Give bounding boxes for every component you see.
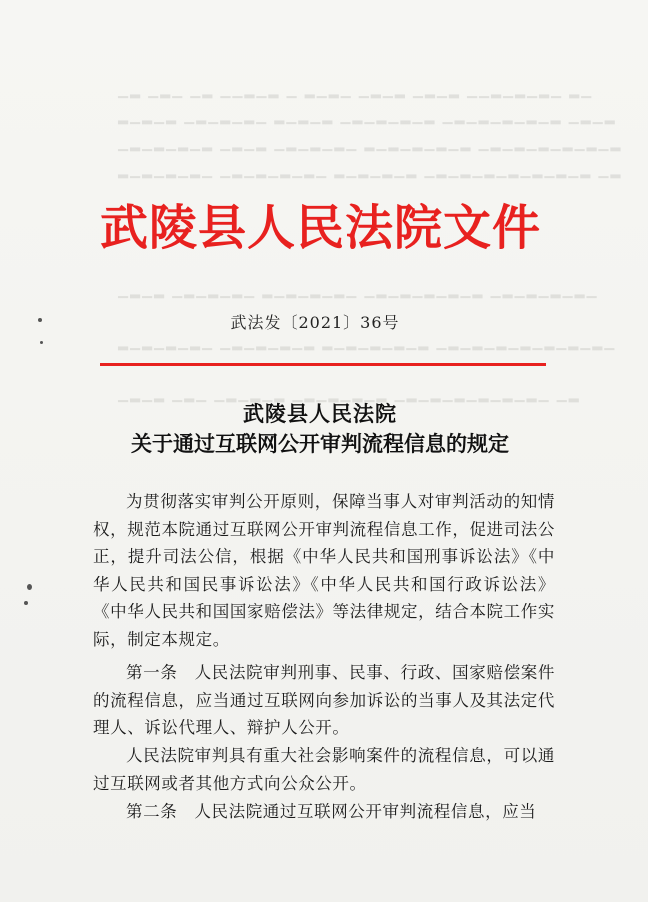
binding-speck [27,584,32,590]
binding-speck [40,341,43,344]
document-title-issuer: 武陵县人民法院 [243,401,397,426]
document-number: 武法发〔2021〕36号 [230,313,400,332]
body-paragraph-preamble: 为贯彻落实审判公开原则，保障当事人对审判活动的知情权，规范本院通过互联网公开审判流程信息工作，促进司法公正，提升司法公信，根据《中华人民共和国刑事诉讼法》《中华人民共和国民事诉讼法》《中华人民共和国行政诉讼法》《中华人民共和国国家赔偿法》等法律规定，结合本院工作实际，制定本规定。 [93,492,555,649]
bleed-through-texture: ▁▂▁▂ ▁▂▁▂▁▂▁ ▂▁▂▁▂▁▂▁ ▁▂▁▂▁▂▁▂▁▂ ▁▂▁▂▁▂▁▂▁ [118,284,599,299]
binding-speck [38,318,42,322]
bleed-through-texture: ▂▁▂▁▂▁▂▁ ▁▂▁▂▁▂▁▂ ▂▁▂▁▂▁▂▁▂ ▁▂▁▂▁▂▁▂▁▂▁▂▁▂▁ [118,336,617,351]
bleed-through-texture: ▁▂▁▂ ▁▂▁ ▁▂▁▂▁▂ ▁▂▁▂▁▂▁▂ ▁▂▁▂▁▂▁▂▁▂▁▂▁ ▁▂ [118,388,581,403]
body-paragraph-article-2: 第二条 人民法院通过互联网公开审判流程信息，应当 [126,802,537,821]
bleed-through-texture: ▁▂ ▁▂▁ ▁▂ ▁▁▂▁▂ ▁ ▂▁▂▁ ▁▂▁▂ ▁▂▁▂ ▁▁▂▁▂▁▂▁ ▂▁ [118,84,594,99]
bleed-through-texture: ▂▁▂▁▂▁▂▁ ▁▂▁▂▁▂▁▂▁ ▂▁▂▁▂▁▂ ▁▂▁▂▁▂▁▂▁▂▁▂▁▂ ▁▂ [118,164,623,179]
document-title-subject: 关于通过互联网公开审判流程信息的规定 [131,431,509,456]
bleed-through-texture: ▂▁▂▁▂ ▁▂▁▂▁▂▁ ▂▁▂▁▂ ▁▂▁▂▁▂▁▂ ▁▂▁▂▁▂▁▂▁▂ ▁▂▁▂ [118,110,617,125]
body-paragraph-article-1: 第一条 人民法院审判刑事、民事、行政、国家赔偿案件的流程信息，应当通过互联网向参加诉讼的当事人及其法定代理人、诉讼代理人、辩护人公开。 [93,663,555,737]
red-head-title: 武陵县人民法院文件 [100,200,542,256]
bleed-through-texture: ▁▂▁▂▁▂▁▂ ▁▂▁▂ ▁▂▁▂▁▂▁ ▂▁▂▁▂▁▂▁▂ ▁▂▁▂▁▂▁▂▁▂▁▂ [118,137,623,152]
red-divider-line [100,363,546,366]
body-paragraph-article-1-clause: 人民法院审判具有重大社会影响案件的流程信息，可以通过互联网或者其他方式向公众公开。 [93,746,555,793]
binding-speck [24,601,28,605]
